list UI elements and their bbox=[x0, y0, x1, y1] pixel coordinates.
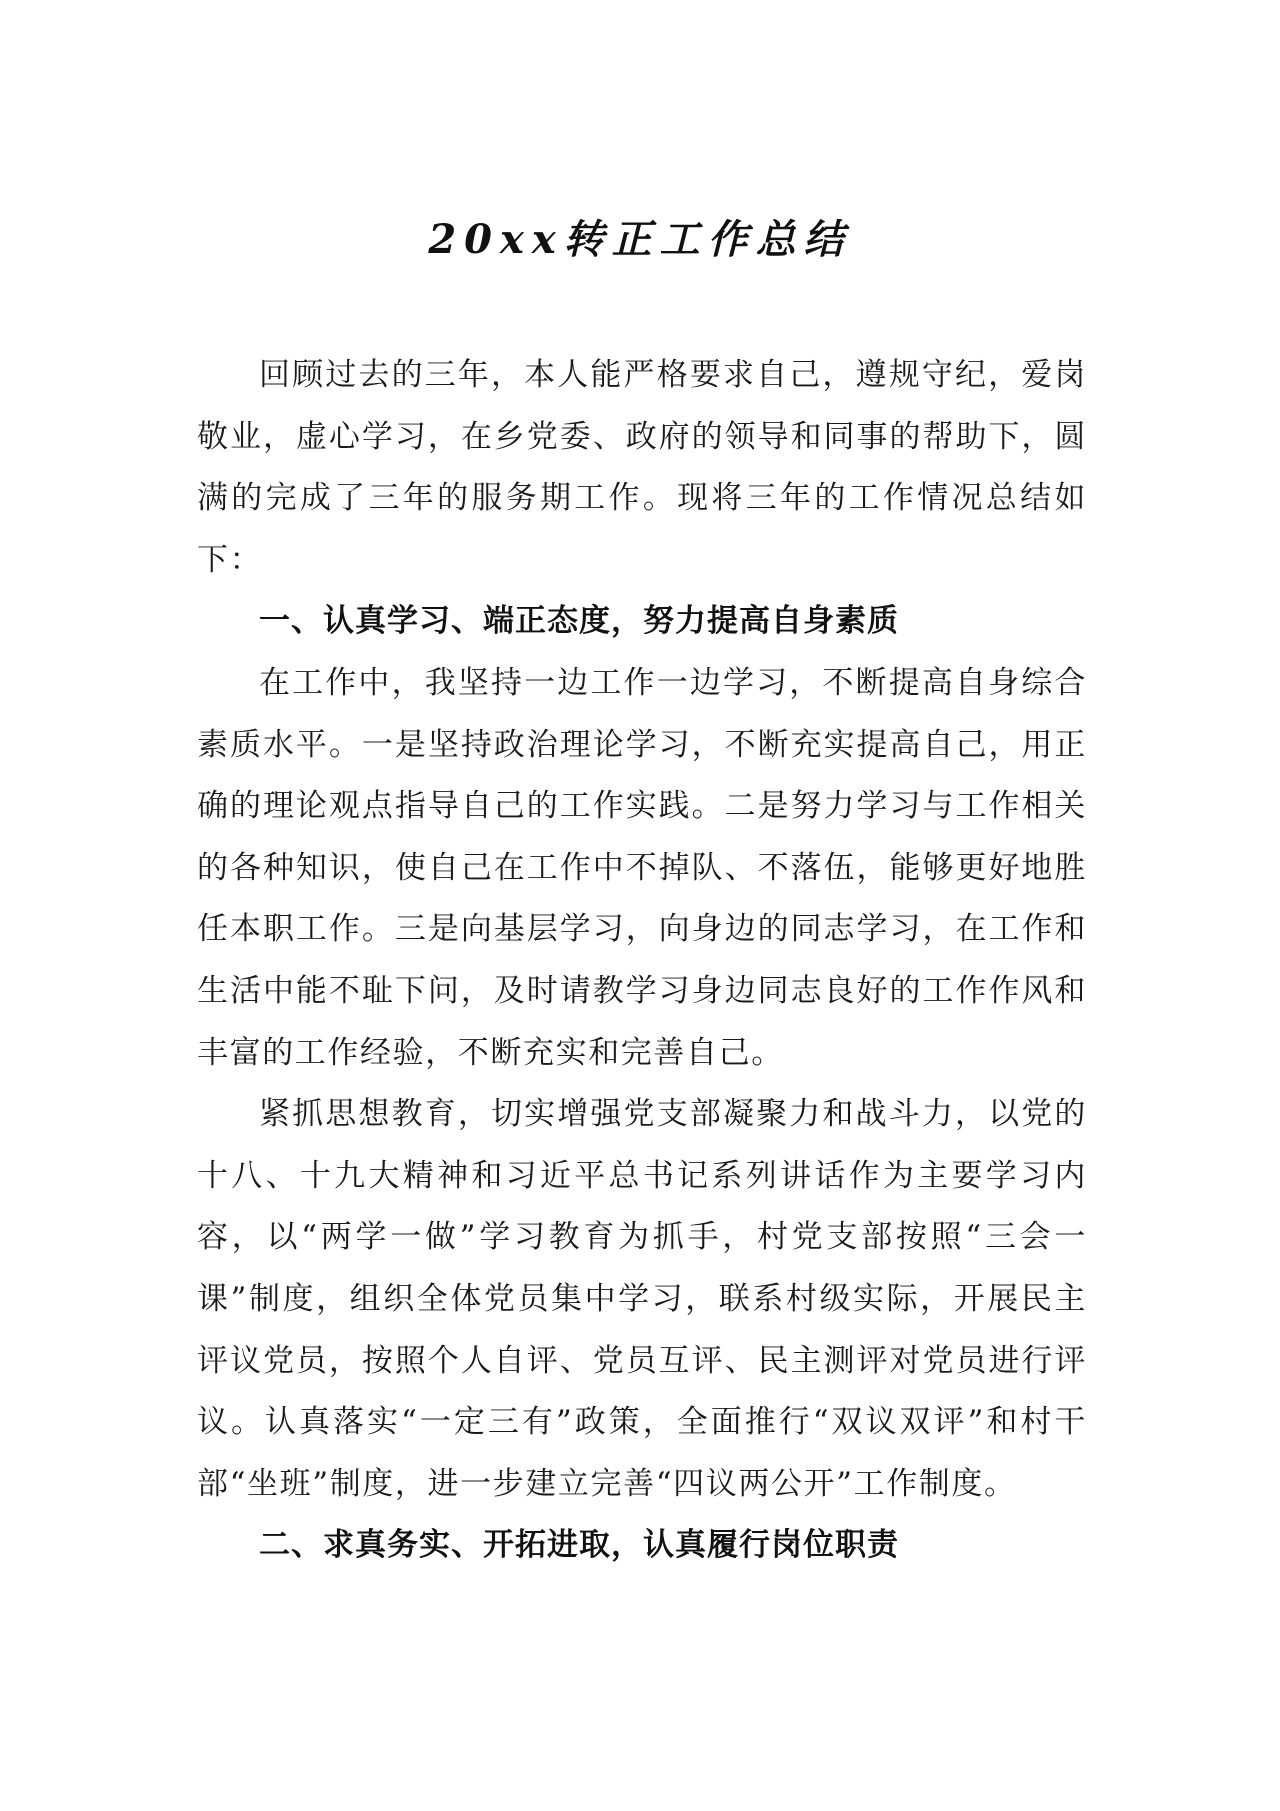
intro-paragraph: 回顾过去的三年，本人能严格要求自己，遵规守纪，爱岗敬业，虚心学习，在乡党委、政府的领导和同事的帮助下，圆满的完成了三年的服务期工作。现将三年的工作情况总结如下： bbox=[197, 357, 1087, 578]
document-body bbox=[197, 345, 1087, 1577]
section-1-paragraph-1: 在工作中，我坚持一边工作一边学习，不断提高自身综合素质水平。一是坚持政治理论学习，不断充实提高自己，用正确的理论观点指导自己的工作实践。二是努力学习与工作相关的各种知识，使自己在工作中不掉队、不落伍，能够更好地胜任本职工作。三是向基层学习，向身边的同志学习，在工作和生活中能不耻下问，及时请教学习身边同志良好的工作作风和丰富的工作经验，不断充实和完善自己。 bbox=[197, 664, 1087, 1071]
section-heading-1: 一、认真学习、端正态度，努力提高自身素质 bbox=[259, 603, 899, 640]
section-heading-2: 二、求真务实、开拓进取，认真履行岗位职责 bbox=[259, 1527, 899, 1564]
section-1-paragraph-2: 紧抓思想教育，切实增强党支部凝聚力和战斗力，以党的十八、十九大精神和习近平总书记系列讲话作为主要学习内容，以“两学一做”学习教育为抓手，村党支部按照“三会一课”制度，组织全体党员集中学习，联系村级实际，开展民主评议党员，按照个人自评、党员互评、民主测评对党员进行评议。认真落实“一定三有”政策，全面推行“双议双评”和村干部“坐班”制度，进一步建立完善“四议两公开”工作制度。 bbox=[197, 1096, 1087, 1502]
document-title: 20xx转正工作总结 bbox=[428, 216, 852, 263]
